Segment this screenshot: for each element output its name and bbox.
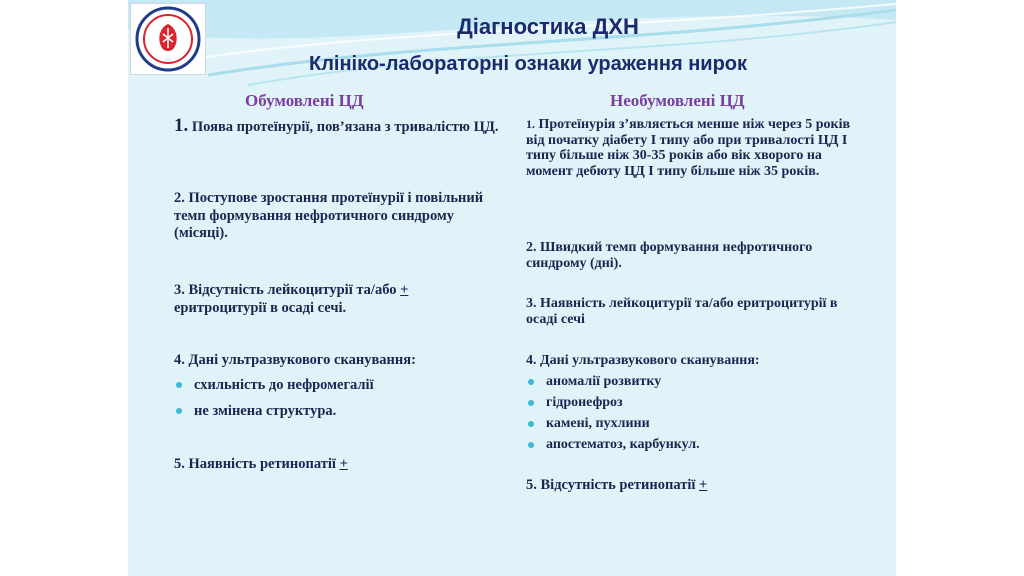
right-item-1-number: 1. [526,117,535,131]
slide-title: Діагностика ДХН [457,14,639,39]
right-item-5-sign: + [699,477,708,493]
right-bullet-item: гідронефроз [526,395,623,411]
left-item-3-rest: еритроцитурії в осаді сечі. [174,299,347,316]
left-bullet-item: схильність до нефромегалії [174,377,374,394]
slide [128,0,896,576]
left-item-2: 2. Поступове зростання протеїнурії і повільний темп формування нефротичного синдрому (місяці). [174,190,484,241]
slide-subtitle: Клініко-лабораторні ознаки ураження нирок [308,53,748,75]
right-bullet-item: апостематоз, карбункул. [526,437,700,453]
left-item-4-heading: 4. Дані ультразвукового сканування: [174,352,416,368]
left-item-3-sign: + [400,282,409,298]
left-item-5-sign: + [339,456,348,472]
left-item-3-text: 3. Відсутність лейкоцитурії та/або [174,282,397,298]
left-item-1-text: Поява протеїнурії, пов’язана з тривалістю ЦД. [191,119,499,135]
left-item-3 [174,282,504,317]
bullet-dot [528,379,534,385]
bullet-dot [528,442,534,448]
right-bullet-item: камені, пухлини [526,416,650,432]
right-column-heading: Необумовлені ЦД [610,91,745,110]
left-column-heading: Обумовлені ЦД [245,91,364,110]
right-item-1-text: Протеїнурія з’являється менше ніж через 5 років від початку діабету І типу або при тривалості ЦД І типу більше ніж 30-35 років або вік хворого на момент дебюту ЦД І типу більше ніж 35 років. [526,117,851,179]
left-bullet-item: не змінена структура. [174,403,336,420]
right-bullet-item: аномалії розвитку [526,374,661,390]
right-item-2: 2. Швидкий темп формування нефротичного синдрому (дні). [526,240,813,271]
bullet-dot [176,408,182,414]
right-item-3: 3. Наявність лейкоцитурії та/або еритроцитурії в осаді сечі [526,296,838,327]
right-item-4-heading: 4. Дані ультразвукового сканування: [526,353,760,368]
bullet-dot [528,400,534,406]
right-item-5 [526,478,846,494]
left-item-5-text: 5. Наявність ретинопатії [174,456,336,472]
bullet-dot [176,382,182,388]
logo [130,3,206,75]
left-item-1 [174,117,504,137]
institute-logo-icon [131,4,205,74]
left-item-5 [174,456,504,474]
right-item-5-text: 5. Відсутність ретинопатії [526,477,696,493]
bullet-dot [528,421,534,427]
right-item-1 [526,117,858,179]
left-item-1-number: 1. [174,115,189,136]
